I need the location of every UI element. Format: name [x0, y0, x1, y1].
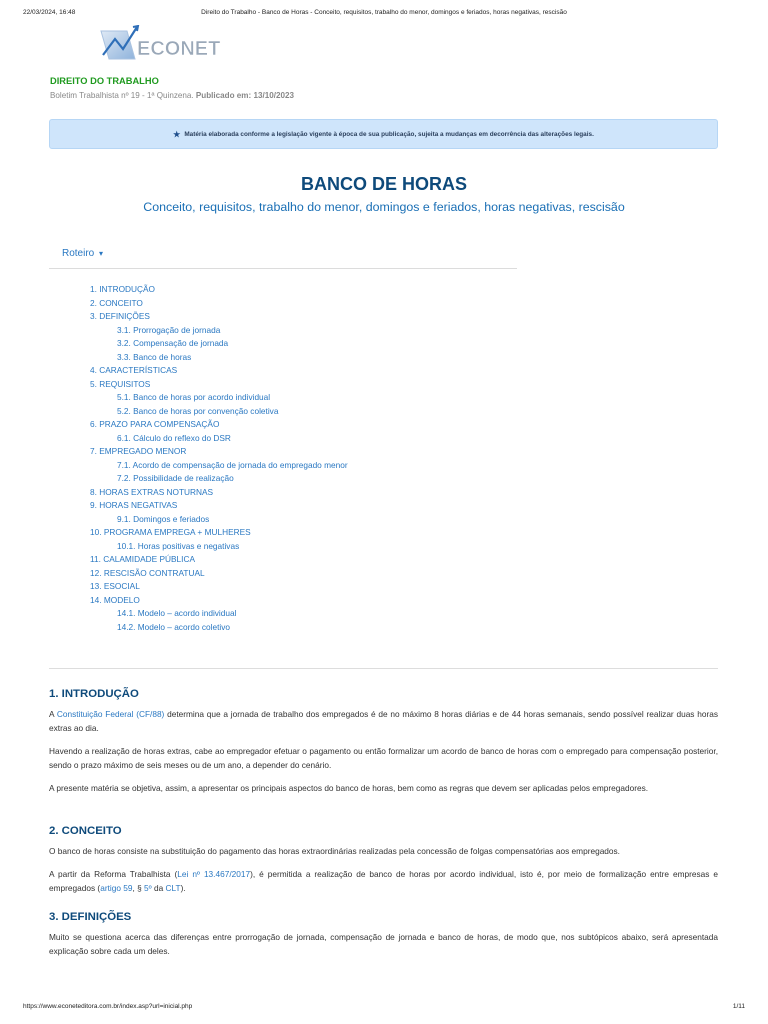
- roteiro-toggle[interactable]: [49, 248, 517, 269]
- page-title: BANCO DE HORAS: [300, 174, 467, 194]
- page-number: 1/11: [732, 1003, 745, 1010]
- toc-link[interactable]: 3.1. Prorrogação de jornada: [117, 324, 221, 335]
- legal-notice: [49, 119, 718, 149]
- section-heading-definicoes: 3. DEFINIÇÕES: [49, 911, 132, 923]
- toc-link[interactable]: 10. PROGRAMA EMPREGA + MULHERES: [90, 527, 251, 537]
- link-lei-13467[interactable]: Lei nº 13.467/2017: [177, 869, 251, 879]
- toc-link[interactable]: 2. CONCEITO: [90, 297, 143, 308]
- notice-text: Matéria elaborada conforme a legislação vigente à época de sua publicação, sujeita a mudanças em decorrência das alterações legais.: [184, 130, 594, 138]
- paragraph: A Constituição Federal (CF/88) determina que a jornada de trabalho dos empregados é de no máximo 8 horas diárias e de 44 horas semanais, sendo possível realizar duas horas extras ao dia.: [49, 709, 718, 733]
- toc-link[interactable]: 9. HORAS NEGATIVAS: [90, 500, 178, 510]
- section-heading-conceito: 2. CONCEITO: [49, 825, 122, 837]
- logo-text: ECONET: [137, 38, 221, 60]
- page-subtitle: Conceito, requisitos, trabalho do menor, domingos e feriados, horas negativas, rescisão: [143, 200, 625, 214]
- toc-link[interactable]: 1. INTRODUÇÃO: [90, 284, 155, 294]
- link-clt[interactable]: CLT: [165, 882, 181, 893]
- published-date: Publicado em: 13/10/2023: [195, 91, 294, 100]
- toc-link[interactable]: 14.2. Modelo – acordo coletivo: [117, 621, 231, 632]
- toc-link[interactable]: 6.1. Cálculo do reflexo do DSR: [117, 432, 231, 443]
- toc-link[interactable]: 14. MODELO: [90, 594, 140, 605]
- econet-logo: [97, 25, 229, 63]
- paragraph: Havendo a realização de horas extras, cabe ao empregador efetuar o pagamento ou então formalizar um acordo de banco de horas com o empregado para compensação posterior, sendo o prazo máximo de seis meses ou de um ano, a depender do cenário.: [49, 746, 718, 770]
- toc-link[interactable]: 10.1. Horas positivas e negativas: [117, 540, 240, 551]
- print-datetime: 22/03/2024, 16:48: [23, 9, 76, 16]
- print-title: Direito do Trabalho - Banco de Horas - Conceito, requisitos, trabalho do menor, domingos e feriados, horas negativas, rescisão: [201, 9, 567, 16]
- toc-link[interactable]: 14.1. Modelo – acordo individual: [117, 608, 237, 618]
- roteiro-label: Roteiro: [62, 248, 95, 259]
- toc-link[interactable]: 7.2. Possibilidade de realização: [117, 473, 234, 483]
- toc-link[interactable]: 7. EMPREGADO MENOR: [90, 446, 187, 456]
- toc-link[interactable]: 3.2. Compensação de jornada: [117, 338, 229, 348]
- chevron-down-icon: ▾: [99, 249, 104, 258]
- bulletin-number: Boletim Trabalhista nº 19 - 1ª Quinzena.: [50, 91, 194, 100]
- link-artigo-59[interactable]: artigo 59: [100, 882, 133, 893]
- divider: [49, 668, 718, 669]
- toc-link[interactable]: 3.3. Banco de horas: [117, 351, 192, 362]
- bulletin-info: [50, 91, 294, 100]
- link-paragrafo-5[interactable]: 5º: [144, 882, 152, 893]
- toc-link[interactable]: 3. DEFINIÇÕES: [90, 311, 150, 321]
- paragraph: A partir da Reforma Trabalhista (Lei nº 13.467/2017), é permitida a realização de banco de horas por acordo individual, isto é, por meio de formalização entre empresas e empregados (artigo 59, § 5º da CLT).: [49, 869, 718, 893]
- toc-link[interactable]: 6. PRAZO PARA COMPENSAÇÃO: [90, 419, 220, 429]
- print-url: https://www.econeteditora.com.br/index.asp?url=inicial.php: [23, 1003, 193, 1010]
- table-of-contents: [90, 283, 510, 634]
- toc-link[interactable]: 11. CALAMIDADE PÚBLICA: [90, 554, 195, 564]
- category-label: DIREITO DO TRABALHO: [50, 76, 159, 86]
- toc-link[interactable]: 5.1. Banco de horas por acordo individual: [117, 392, 271, 402]
- toc-link[interactable]: 7.1. Acordo de compensação de jornada do empregado menor: [117, 459, 348, 470]
- toc-link[interactable]: 9.1. Domingos e feriados: [117, 513, 210, 524]
- link-constituicao[interactable]: Constituição Federal (CF/88): [56, 709, 165, 719]
- toc-link[interactable]: 4. CARACTERÍSTICAS: [90, 365, 178, 375]
- toc-link[interactable]: 12. RESCISÃO CONTRATUAL: [90, 567, 205, 578]
- paragraph: O banco de horas consiste na substituição do pagamento das horas extraordinárias realizadas pela concessão de folgas compensatórias aos empregados.: [49, 846, 620, 856]
- toc-link[interactable]: 5.2. Banco de horas por convenção coletiva: [117, 405, 279, 416]
- paragraph: A presente matéria se objetiva, assim, a apresentar os principais aspectos do banco de horas, bem como as regras que devem ser aplicadas pelos empregadores.: [49, 783, 649, 793]
- section-heading-introducao: 1. INTRODUÇÃO: [49, 688, 139, 700]
- paragraph: Muito se questiona acerca das diferenças entre prorrogação de jornada, compensação de jornada e banco de horas, de modo que, nos subtópicos abaixo, será apresentada explicação sobre cada um deles.: [49, 932, 718, 956]
- toc-link[interactable]: 8. HORAS EXTRAS NOTURNAS: [90, 486, 214, 497]
- toc-link[interactable]: 5. REQUISITOS: [90, 378, 151, 389]
- toc-link[interactable]: 13. ESOCIAL: [90, 581, 140, 591]
- star-icon: ★: [173, 129, 181, 139]
